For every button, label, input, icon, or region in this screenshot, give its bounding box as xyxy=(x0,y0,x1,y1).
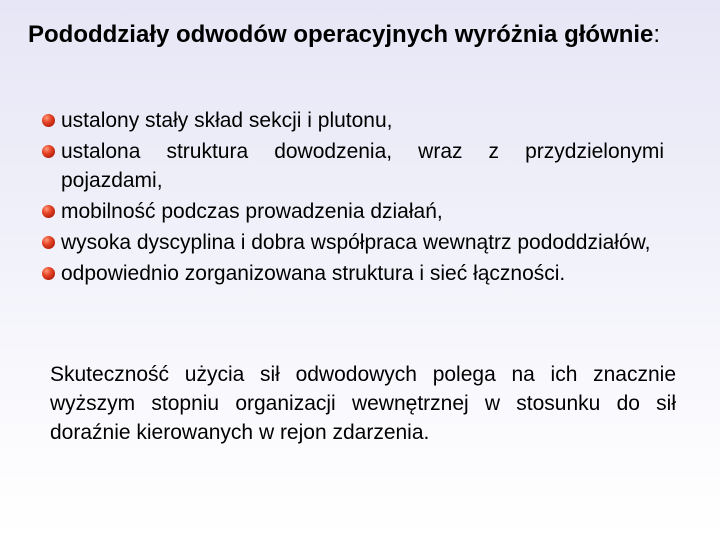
bullet-text: odpowiednio zorganizowana struktura i sieć łączności. xyxy=(61,262,566,285)
slide-title-text: Pododdziały odwodów operacyjnych wyróżnia głównie xyxy=(28,21,654,48)
bullet-item xyxy=(42,106,664,135)
bullet-text: wysoka dyscyplina i dobra współpraca wewnątrz pododdziałów, xyxy=(61,231,651,254)
bullet-text: ustalona struktura dowodzenia, wraz z przydzielonymi pojazdami, xyxy=(61,140,664,192)
bullet-item xyxy=(42,259,664,288)
red-sphere-bullet-icon xyxy=(42,267,55,280)
red-sphere-bullet-icon xyxy=(42,236,55,249)
bullet-text: mobilność podczas prowadzenia działań, xyxy=(61,200,443,223)
slide-title xyxy=(28,18,688,51)
bullet-item xyxy=(42,228,664,257)
red-sphere-bullet-icon xyxy=(42,145,55,158)
bullet-list xyxy=(42,106,664,290)
bullet-item xyxy=(42,137,664,195)
summary-paragraph: Skuteczność użycia sił odwodowych polega na ich znacznie wyższym stopniu organizacji wewnętrznej w stosunku do sił doraźnie kierowanych w rejon zdarzenia. xyxy=(50,363,676,444)
slide-title-colon: : xyxy=(653,21,661,48)
red-sphere-bullet-icon xyxy=(42,205,55,218)
red-sphere-bullet-icon xyxy=(42,114,55,127)
bullet-item xyxy=(42,197,664,226)
bullet-text: ustalony stały skład sekcji i plutonu, xyxy=(61,109,393,132)
